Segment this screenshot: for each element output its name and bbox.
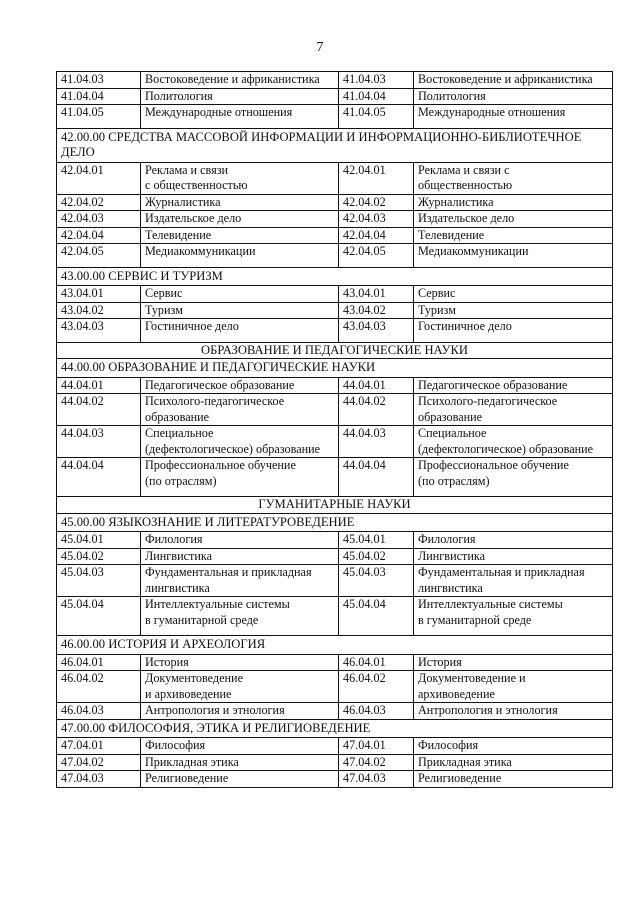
table-row: [57, 105, 613, 129]
group-heading-row: [57, 128, 613, 162]
table-row: [57, 771, 613, 788]
old-name-cell: Интеллектуальные системы в гуманитарной среде: [141, 597, 339, 636]
old-name-cell: Издательское дело: [141, 211, 339, 228]
old-code-cell: 43.04.02: [57, 302, 141, 319]
group-heading-row: [57, 636, 613, 655]
old-code-cell: 46.04.02: [57, 671, 141, 703]
table-row: [57, 319, 613, 343]
new-code-cell: 44.04.03: [339, 426, 414, 458]
specialties-table: [56, 71, 613, 788]
new-name-cell: Интеллектуальные системы в гуманитарной среде: [414, 597, 613, 636]
group-heading-row: [57, 267, 613, 286]
new-code-cell: 42.04.02: [339, 194, 414, 211]
old-name-cell: Профессиональное обучение (по отраслям): [141, 458, 339, 497]
new-code-cell: 47.04.02: [339, 754, 414, 771]
old-code-cell: 43.04.01: [57, 286, 141, 303]
table-row: [57, 703, 613, 720]
table-row: [57, 426, 613, 458]
old-name-cell: Психолого-педагогическое образование: [141, 394, 339, 426]
new-code-cell: 42.04.01: [339, 162, 414, 194]
old-name-cell: Специальное (дефектологическое) образование: [141, 426, 339, 458]
table-row: [57, 671, 613, 703]
old-name-cell: Лингвистика: [141, 548, 339, 565]
old-name-cell: Реклама и связи с общественностью: [141, 162, 339, 194]
old-code-cell: 47.04.02: [57, 754, 141, 771]
table-row: [57, 302, 613, 319]
group-heading-row: [57, 359, 613, 378]
old-code-cell: 44.04.04: [57, 458, 141, 497]
new-code-cell: 44.04.01: [339, 377, 414, 394]
old-name-cell: Педагогическое образование: [141, 377, 339, 394]
old-name-cell: Антропология и этнология: [141, 703, 339, 720]
table-row: [57, 654, 613, 671]
area-heading-row: [57, 497, 613, 514]
old-name-cell: История: [141, 654, 339, 671]
new-code-cell: 43.04.02: [339, 302, 414, 319]
table-row: [57, 194, 613, 211]
new-name-cell: Реклама и связи с общественностью: [414, 162, 613, 194]
old-code-cell: 45.04.01: [57, 532, 141, 549]
table-row: [57, 532, 613, 549]
new-name-cell: Гостиничное дело: [414, 319, 613, 343]
new-code-cell: 45.04.03: [339, 565, 414, 597]
old-name-cell: Гостиничное дело: [141, 319, 339, 343]
new-name-cell: Медиакоммуникации: [414, 244, 613, 268]
new-name-cell: Востоковедение и африканистика: [414, 72, 613, 89]
new-code-cell: 42.04.05: [339, 244, 414, 268]
old-name-cell: Политология: [141, 88, 339, 105]
new-name-cell: Лингвистика: [414, 548, 613, 565]
new-code-cell: 44.04.02: [339, 394, 414, 426]
area-heading: ГУМАНИТАРНЫЕ НАУКИ: [57, 497, 613, 514]
table-row: [57, 754, 613, 771]
group-heading: 43.00.00 СЕРВИС И ТУРИЗМ: [57, 267, 613, 286]
table-row: [57, 565, 613, 597]
table-row: [57, 597, 613, 636]
new-name-cell: Философия: [414, 738, 613, 755]
new-code-cell: 45.04.02: [339, 548, 414, 565]
new-code-cell: 45.04.04: [339, 597, 414, 636]
table-row: [57, 88, 613, 105]
page-number: 7: [316, 40, 324, 55]
new-name-cell: Филология: [414, 532, 613, 549]
new-name-cell: Профессиональное обучение (по отраслям): [414, 458, 613, 497]
old-name-cell: Востоковедение и африканистика: [141, 72, 339, 89]
old-code-cell: 42.04.01: [57, 162, 141, 194]
new-code-cell: 42.04.03: [339, 211, 414, 228]
old-code-cell: 45.04.03: [57, 565, 141, 597]
new-code-cell: 41.04.04: [339, 88, 414, 105]
new-code-cell: 47.04.01: [339, 738, 414, 755]
old-code-cell: 41.04.04: [57, 88, 141, 105]
new-code-cell: 43.04.01: [339, 286, 414, 303]
old-code-cell: 44.04.03: [57, 426, 141, 458]
new-name-cell: Телевидение: [414, 227, 613, 244]
new-name-cell: Издательское дело: [414, 211, 613, 228]
old-name-cell: Филология: [141, 532, 339, 549]
group-heading-row: [57, 513, 613, 532]
old-name-cell: Религиоведение: [141, 771, 339, 788]
old-code-cell: 47.04.01: [57, 738, 141, 755]
new-name-cell: Фундаментальная и прикладная лингвистика: [414, 565, 613, 597]
old-name-cell: Фундаментальная и прикладная лингвистика: [141, 565, 339, 597]
group-heading: 44.00.00 ОБРАЗОВАНИЕ И ПЕДАГОГИЧЕСКИЕ НАУКИ: [57, 359, 613, 378]
new-name-cell: Психолого-педагогическое образование: [414, 394, 613, 426]
new-code-cell: 41.04.03: [339, 72, 414, 89]
old-code-cell: 42.04.02: [57, 194, 141, 211]
old-code-cell: 46.04.03: [57, 703, 141, 720]
group-heading: 47.00.00 ФИЛОСОФИЯ, ЭТИКА И РЕЛИГИОВЕДЕНИЕ: [57, 719, 613, 738]
old-name-cell: Медиакоммуникации: [141, 244, 339, 268]
new-name-cell: Антропология и этнология: [414, 703, 613, 720]
new-code-cell: 47.04.03: [339, 771, 414, 788]
old-name-cell: Прикладная этика: [141, 754, 339, 771]
old-code-cell: 42.04.05: [57, 244, 141, 268]
new-code-cell: 46.04.02: [339, 671, 414, 703]
old-code-cell: 41.04.05: [57, 105, 141, 129]
table-row: [57, 227, 613, 244]
new-name-cell: Педагогическое образование: [414, 377, 613, 394]
group-heading-row: [57, 719, 613, 738]
old-name-cell: Философия: [141, 738, 339, 755]
new-name-cell: Сервис: [414, 286, 613, 303]
old-code-cell: 42.04.03: [57, 211, 141, 228]
old-code-cell: 45.04.04: [57, 597, 141, 636]
new-code-cell: 43.04.03: [339, 319, 414, 343]
group-heading: 42.00.00 СРЕДСТВА МАССОВОЙ ИНФОРМАЦИИ И ИНФОРМАЦИОННО-БИБЛИОТЕЧНОЕ ДЕЛО: [57, 128, 613, 162]
new-code-cell: 46.04.01: [339, 654, 414, 671]
area-heading-row: [57, 342, 613, 359]
table-row: [57, 458, 613, 497]
old-name-cell: Сервис: [141, 286, 339, 303]
table-row: [57, 162, 613, 194]
old-name-cell: Журналистика: [141, 194, 339, 211]
table-row: [57, 244, 613, 268]
old-code-cell: 42.04.04: [57, 227, 141, 244]
old-code-cell: 43.04.03: [57, 319, 141, 343]
new-code-cell: 41.04.05: [339, 105, 414, 129]
new-name-cell: Журналистика: [414, 194, 613, 211]
new-name-cell: Прикладная этика: [414, 754, 613, 771]
new-code-cell: 42.04.04: [339, 227, 414, 244]
old-code-cell: 41.04.03: [57, 72, 141, 89]
old-name-cell: Документоведение и архивоведение: [141, 671, 339, 703]
old-name-cell: Международные отношения: [141, 105, 339, 129]
area-heading: ОБРАЗОВАНИЕ И ПЕДАГОГИЧЕСКИЕ НАУКИ: [57, 342, 613, 359]
table-row: [57, 738, 613, 755]
new-name-cell: Туризм: [414, 302, 613, 319]
new-name-cell: История: [414, 654, 613, 671]
new-code-cell: 46.04.03: [339, 703, 414, 720]
new-code-cell: 45.04.01: [339, 532, 414, 549]
old-name-cell: Телевидение: [141, 227, 339, 244]
new-name-cell: Специальное (дефектологическое) образование: [414, 426, 613, 458]
specialties-table-body: [57, 72, 613, 788]
new-name-cell: Документоведение и архивоведение: [414, 671, 613, 703]
table-row: [57, 394, 613, 426]
new-code-cell: 44.04.04: [339, 458, 414, 497]
group-heading: 45.00.00 ЯЗЫКОЗНАНИЕ И ЛИТЕРАТУРОВЕДЕНИЕ: [57, 513, 613, 532]
old-code-cell: 47.04.03: [57, 771, 141, 788]
table-row: [57, 72, 613, 89]
old-name-cell: Туризм: [141, 302, 339, 319]
group-heading: 46.00.00 ИСТОРИЯ И АРХЕОЛОГИЯ: [57, 636, 613, 655]
table-row: [57, 211, 613, 228]
table-row: [57, 548, 613, 565]
old-code-cell: 46.04.01: [57, 654, 141, 671]
new-name-cell: Международные отношения: [414, 105, 613, 129]
old-code-cell: 45.04.02: [57, 548, 141, 565]
table-row: [57, 286, 613, 303]
table-row: [57, 377, 613, 394]
old-code-cell: 44.04.01: [57, 377, 141, 394]
new-name-cell: Политология: [414, 88, 613, 105]
new-name-cell: Религиоведение: [414, 771, 613, 788]
old-code-cell: 44.04.02: [57, 394, 141, 426]
